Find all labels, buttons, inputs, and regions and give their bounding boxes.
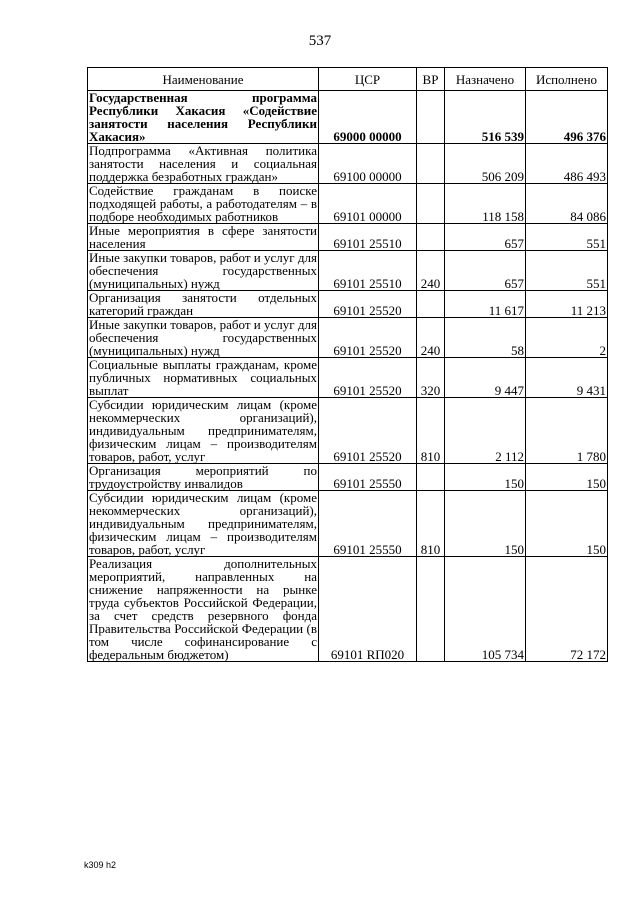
cell-assigned: 506 209 bbox=[445, 144, 526, 184]
table-row bbox=[88, 318, 608, 358]
cell-name: Подпрограмма «Активная политика занятости населения и социальная поддержка безработных граждан» bbox=[89, 143, 317, 184]
cell-csr: 69101 25520 bbox=[319, 291, 417, 318]
cell-assigned: 105 734 bbox=[445, 557, 526, 662]
table-row bbox=[88, 251, 608, 291]
cell-executed: 150 bbox=[526, 491, 608, 557]
cell-csr: 69101 25550 bbox=[319, 491, 417, 557]
cell-csr: 69101 25510 bbox=[319, 251, 417, 291]
cell-csr: 69100 00000 bbox=[319, 144, 417, 184]
table-row bbox=[88, 144, 608, 184]
cell-vr: 240 bbox=[417, 318, 445, 358]
cell-vr bbox=[417, 464, 445, 491]
cell-name: Иные закупки товаров, работ и услуг для обеспечения государственных (муниципальных) нужд bbox=[89, 317, 317, 358]
header-csr: ЦСР bbox=[319, 68, 417, 91]
cell-executed: 486 493 bbox=[526, 144, 608, 184]
cell-executed: 9 431 bbox=[526, 358, 608, 398]
cell-csr: 69101 00000 bbox=[319, 184, 417, 224]
cell-assigned: 516 539 bbox=[445, 91, 526, 144]
cell-assigned: 118 158 bbox=[445, 184, 526, 224]
page-number: 537 bbox=[308, 33, 332, 49]
cell-assigned: 150 bbox=[445, 464, 526, 491]
cell-executed: 2 bbox=[526, 318, 608, 358]
cell-executed: 72 172 bbox=[526, 557, 608, 662]
table-body bbox=[88, 91, 608, 662]
cell-executed: 11 213 bbox=[526, 291, 608, 318]
cell-assigned: 2 112 bbox=[445, 398, 526, 464]
cell-executed: 496 376 bbox=[526, 91, 608, 144]
footer-code: k309 h2 bbox=[84, 860, 117, 870]
cell-assigned: 11 617 bbox=[445, 291, 526, 318]
cell-csr: 69101 25520 bbox=[319, 398, 417, 464]
cell-name: Иные мероприятия в сфере занятости населения bbox=[89, 223, 317, 251]
cell-executed: 1 780 bbox=[526, 398, 608, 464]
cell-assigned: 150 bbox=[445, 491, 526, 557]
cell-vr: 810 bbox=[417, 398, 445, 464]
cell-csr: 69101 25550 bbox=[319, 464, 417, 491]
table-row bbox=[88, 224, 608, 251]
cell-vr bbox=[417, 184, 445, 224]
budget-table bbox=[87, 67, 608, 662]
cell-vr: 810 bbox=[417, 491, 445, 557]
cell-name: Организация занятости отдельных категорий граждан bbox=[89, 290, 317, 318]
table-row bbox=[88, 398, 608, 464]
cell-assigned: 58 bbox=[445, 318, 526, 358]
table-header-row bbox=[88, 68, 608, 91]
cell-vr: 320 bbox=[417, 358, 445, 398]
cell-name: Субсидии юридическим лицам (кроме некоммерческих организаций), индивидуальным предпринимателям, физическим лицам – производителям товаров, работ, услуг bbox=[89, 397, 317, 464]
cell-vr bbox=[417, 557, 445, 662]
cell-assigned: 657 bbox=[445, 251, 526, 291]
cell-assigned: 657 bbox=[445, 224, 526, 251]
cell-executed: 150 bbox=[526, 464, 608, 491]
table-row bbox=[88, 184, 608, 224]
table-row bbox=[88, 91, 608, 144]
cell-name: Содействие гражданам в поиске подходящей работы, а работодателям – в подборе необходимых работников bbox=[89, 183, 317, 224]
header-vr: ВР bbox=[417, 68, 445, 91]
header-assigned: Назначено bbox=[445, 68, 526, 91]
cell-assigned: 9 447 bbox=[445, 358, 526, 398]
cell-executed: 551 bbox=[526, 224, 608, 251]
cell-vr bbox=[417, 91, 445, 144]
cell-name: Социальные выплаты гражданам, кроме публичных нормативных социальных выплат bbox=[89, 357, 317, 398]
cell-executed: 84 086 bbox=[526, 184, 608, 224]
header-executed: Исполнено bbox=[526, 68, 608, 91]
table-row bbox=[88, 358, 608, 398]
cell-csr: 69101 RП020 bbox=[319, 557, 417, 662]
cell-csr: 69101 25510 bbox=[319, 224, 417, 251]
cell-name: Организация мероприятий по трудоустройству инвалидов bbox=[89, 463, 317, 491]
cell-vr bbox=[417, 144, 445, 184]
cell-name: Субсидии юридическим лицам (кроме некоммерческих организаций), индивидуальным предпринимателям, физическим лицам – производителям товаров, работ, услуг bbox=[89, 490, 317, 557]
cell-csr: 69101 25520 bbox=[319, 358, 417, 398]
cell-vr bbox=[417, 291, 445, 318]
cell-csr: 69101 25520 bbox=[319, 318, 417, 358]
cell-name: Иные закупки товаров, работ и услуг для обеспечения государственных (муниципальных) нужд bbox=[89, 250, 317, 291]
table-row bbox=[88, 491, 608, 557]
table-row bbox=[88, 464, 608, 491]
cell-vr: 240 bbox=[417, 251, 445, 291]
cell-name: Государственная программа Республики Хакасия «Содействие занятости населения Республики Хакасия» bbox=[89, 90, 317, 144]
cell-name: Реализация дополнительных мероприятий, направленных на снижение напряженности на рынке труда субъектов Российской Федерации, за счет средств резервного фонда Правительства Российской Федерации (в том числе софинансирование с федеральным бюджетом) bbox=[89, 556, 317, 662]
table-row bbox=[88, 291, 608, 318]
cell-executed: 551 bbox=[526, 251, 608, 291]
cell-vr bbox=[417, 224, 445, 251]
cell-csr: 69000 00000 bbox=[319, 91, 417, 144]
header-name: Наименование bbox=[88, 68, 319, 91]
table-row bbox=[88, 557, 608, 662]
